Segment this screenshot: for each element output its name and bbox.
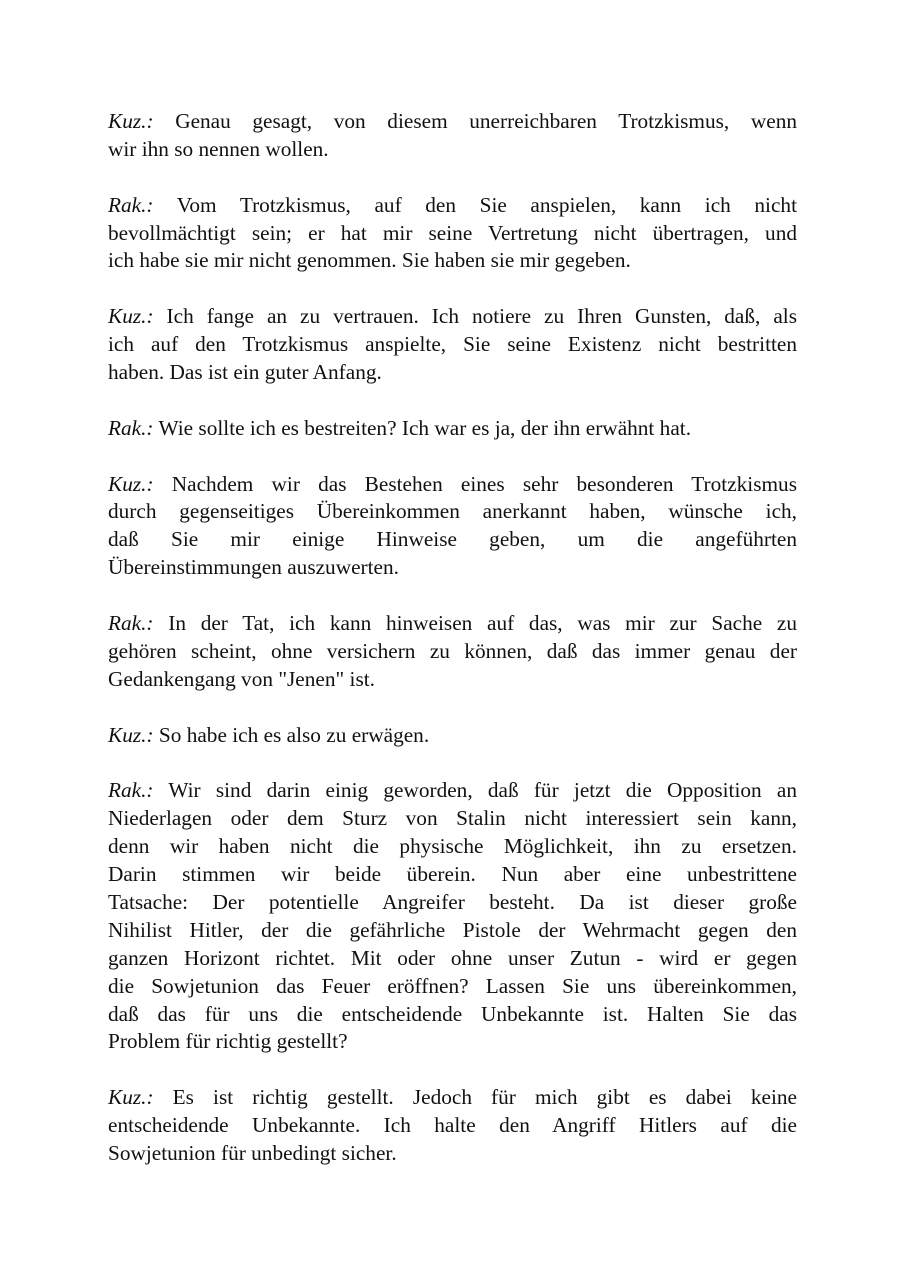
line-text: Sowjetunion für unbedingt sicher. [108,1140,397,1165]
line-text: ich auf den Trotzkismus anspielte, Sie seine Existenz nicht bestritten [108,332,797,357]
speaker-label: Rak.: [108,778,154,803]
line-text: So habe ich es also zu erwägen. [158,722,430,747]
line-text: Wie sollte ich es bestreiten? Ich war es ja, der ihn erwähnt hat. [158,415,692,440]
text-line [108,1028,797,1056]
dialogue-paragraph [108,471,797,583]
text-line [108,889,797,917]
dialogue-paragraph [108,777,797,1056]
dialogue-paragraph [108,1084,797,1168]
speaker-label: Kuz.: [108,471,154,496]
text-line [108,136,797,164]
text-line [108,247,797,275]
line-text: die Sowjetunion das Feuer eröffnen? Lassen Sie uns übereinkommen, [108,973,797,998]
text-line [108,192,797,220]
text-line [108,331,797,359]
line-text: Wir sind darin einig geworden, daß für jetzt die Opposition an [168,778,797,803]
text-line [108,638,797,666]
line-text: Nihilist Hitler, der die gefährliche Pistole der Wehrmacht gegen den [108,917,797,942]
line-text: Nachdem wir das Bestehen eines sehr besonderen Trotzkismus [171,471,797,496]
line-text: daß Sie mir einige Hinweise geben, um die angeführten [108,527,797,552]
text-line [108,917,797,945]
speaker-label: Kuz.: [108,304,154,329]
text-line [108,415,797,443]
line-text: Übereinstimmungen auszuwerten. [108,555,399,580]
speaker-label: Rak.: [108,192,154,217]
text-line [108,498,797,526]
line-text: Niederlagen oder dem Sturz von Stalin nicht interessiert sein kann, [108,806,797,831]
line-text: denn wir haben nicht die physische Möglichkeit, ihn zu ersetzen. [108,834,797,859]
text-line [108,666,797,694]
line-text: Es ist richtig gestellt. Jedoch für mich gibt es dabei keine [172,1085,797,1110]
text-line [108,973,797,1001]
line-text: Darin stimmen wir beide überein. Nun aber eine unbestrittene [108,862,797,887]
line-text: Genau gesagt, von diesem unerreichbaren Trotzkismus, wenn [175,109,797,133]
text-line [108,1084,797,1112]
line-text: Vom Trotzkismus, auf den Sie anspielen, kann ich nicht [176,192,797,217]
text-line [108,945,797,973]
dialogue-paragraph [108,108,797,164]
line-text: durch gegenseitiges Übereinkommen anerkannt haben, wünsche ich, [108,499,797,524]
dialogue-paragraph [108,610,797,694]
text-line [108,526,797,554]
line-text: bevollmächtigt sein; er hat mir seine Vertretung nicht übertragen, und [108,220,797,245]
text-line [108,1140,797,1168]
line-text: gehören scheint, ohne versichern zu können, daß das immer genau der [108,638,797,663]
speaker-label: Rak.: [108,415,154,440]
text-line [108,108,797,136]
line-text: ganzen Horizont richtet. Mit oder ohne unser Zutun - wird er gegen [108,945,797,970]
line-text: haben. Das ist ein guter Anfang. [108,360,382,385]
speaker-label: Rak.: [108,611,154,636]
speaker-label: Kuz.: [108,109,154,133]
text-line [108,610,797,638]
speaker-label: Kuz.: [108,1085,154,1110]
dialogue-paragraph [108,303,797,387]
line-text: Problem für richtig gestellt? [108,1029,348,1054]
text-line [108,359,797,387]
line-text: Gedankengang von "Jenen" ist. [108,666,375,691]
text-line [108,1112,797,1140]
line-text: daß das für uns die entscheidende Unbekannte ist. Halten Sie das [108,1001,797,1026]
dialogue-paragraph [108,192,797,276]
text-line [108,471,797,499]
speaker-label: Kuz.: [108,722,154,747]
text-line [108,833,797,861]
line-text: Ich fange an zu vertrauen. Ich notiere zu Ihren Gunsten, daß, als [166,304,797,329]
line-text: entscheidende Unbekannte. Ich halte den Angriff Hitlers auf die [108,1113,797,1138]
text-line [108,220,797,248]
line-text: Tatsache: Der potentielle Angreifer besteht. Da ist dieser große [108,889,797,914]
text-line [108,303,797,331]
line-text: In der Tat, ich kann hinweisen auf das, was mir zur Sache zu [168,611,798,636]
text-line [108,1001,797,1029]
dialogue-paragraph [108,722,797,750]
text-line [108,805,797,833]
text-line [108,554,797,582]
text-line [108,722,797,750]
text-line [108,777,797,805]
line-text: wir ihn so nennen wollen. [108,136,329,161]
line-text: ich habe sie mir nicht genommen. Sie haben sie mir gegeben. [108,248,631,273]
dialogue-paragraph [108,415,797,443]
text-line [108,861,797,889]
document-page [108,108,797,1196]
